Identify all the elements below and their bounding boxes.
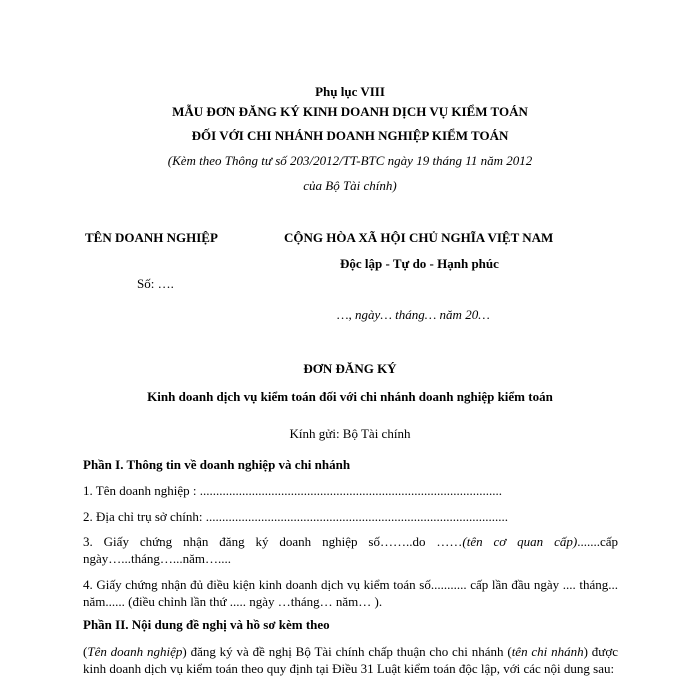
item-company-name: 1. Tên doanh nghiệp : ............................................................................................. bbox=[83, 483, 502, 498]
company-name-placeholder: Tên doanh nghiệp bbox=[87, 644, 183, 659]
form-template-title: MẪU ĐƠN ĐĂNG KÝ KINH DOANH DỊCH VỤ KIỂM TOÁN bbox=[172, 104, 528, 119]
addressee: Kính gửi: Bộ Tài chính bbox=[289, 426, 411, 441]
item3-text-a: 3. Giấy chứng nhận đăng ký doanh nghiệp số……..do …… bbox=[83, 534, 463, 549]
circular-reference: (Kèm theo Thông tư số 203/2012/TT-BTC ngày 19 tháng 11 năm 2012 bbox=[167, 153, 533, 168]
form-subtitle: Kinh doanh dịch vụ kiểm toán đối với chi nhánh doanh nghiệp kiểm toán bbox=[147, 389, 553, 404]
part1-heading: Phần I. Thông tin về doanh nghiệp và chi nhánh bbox=[83, 457, 351, 472]
national-motto: Độc lập - Tự do - Hạnh phúc bbox=[340, 256, 499, 271]
form-template-subtitle: ĐỐI VỚI CHI NHÁNH DOANH NGHIỆP KIỂM TOÁN bbox=[191, 128, 509, 143]
item3-issuer-placeholder: (tên cơ quan cấp) bbox=[462, 534, 578, 549]
document-number: Số: …. bbox=[137, 276, 174, 291]
company-name-label: TÊN DOANH NGHIỆP bbox=[85, 230, 218, 245]
part2-text-b: ) được kinh doanh dịch vụ kiểm toán theo quy định tại Điều 31 Luật kiểm toán độc lập, với các nội dung sau: bbox=[83, 644, 618, 676]
item-audit-certificate: 4. Giấy chứng nhận đủ điều kiện kinh doanh dịch vụ kiểm toán số........... cấp lần đầu ngày .... tháng... năm...... (điều chỉnh lần thứ ..... ngày …tháng… năm… ). bbox=[83, 577, 618, 609]
appendix-label: Phụ lục VIII bbox=[315, 84, 385, 99]
item-business-registration bbox=[83, 533, 618, 567]
part2-text-a: ) đăng ký và đề nghị Bộ Tài chính chấp thuận cho chi nhánh ( bbox=[182, 644, 512, 659]
ministry-reference: của Bộ Tài chính) bbox=[303, 178, 397, 193]
branch-name-placeholder: tên chi nhánh bbox=[511, 644, 584, 659]
form-title: ĐƠN ĐĂNG KÝ bbox=[303, 361, 397, 376]
part2-paragraph: (Tên doanh nghiệp) đăng ký và đề nghị Bộ Tài chính chấp thuận cho chi nhánh (tên chi nhánh) được kinh doanh dịch vụ kiểm toán theo quy định tại Điều 31 Luật kiểm toán độc lập, với các nội dung sau: bbox=[83, 644, 618, 676]
item-head-office-address: 2. Địa chỉ trụ sở chính: ............................................................................................. bbox=[83, 509, 509, 524]
part2-heading: Phần II. Nội dung đề nghị và hồ sơ kèm theo bbox=[83, 617, 330, 632]
national-title: CỘNG HÒA XÃ HỘI CHỦ NGHĨA VIỆT NAM bbox=[284, 230, 554, 245]
date-line: …, ngày… tháng… năm 20… bbox=[337, 307, 490, 322]
item3-text-b: .......cấp ngày…...tháng…...năm….... bbox=[83, 534, 618, 566]
